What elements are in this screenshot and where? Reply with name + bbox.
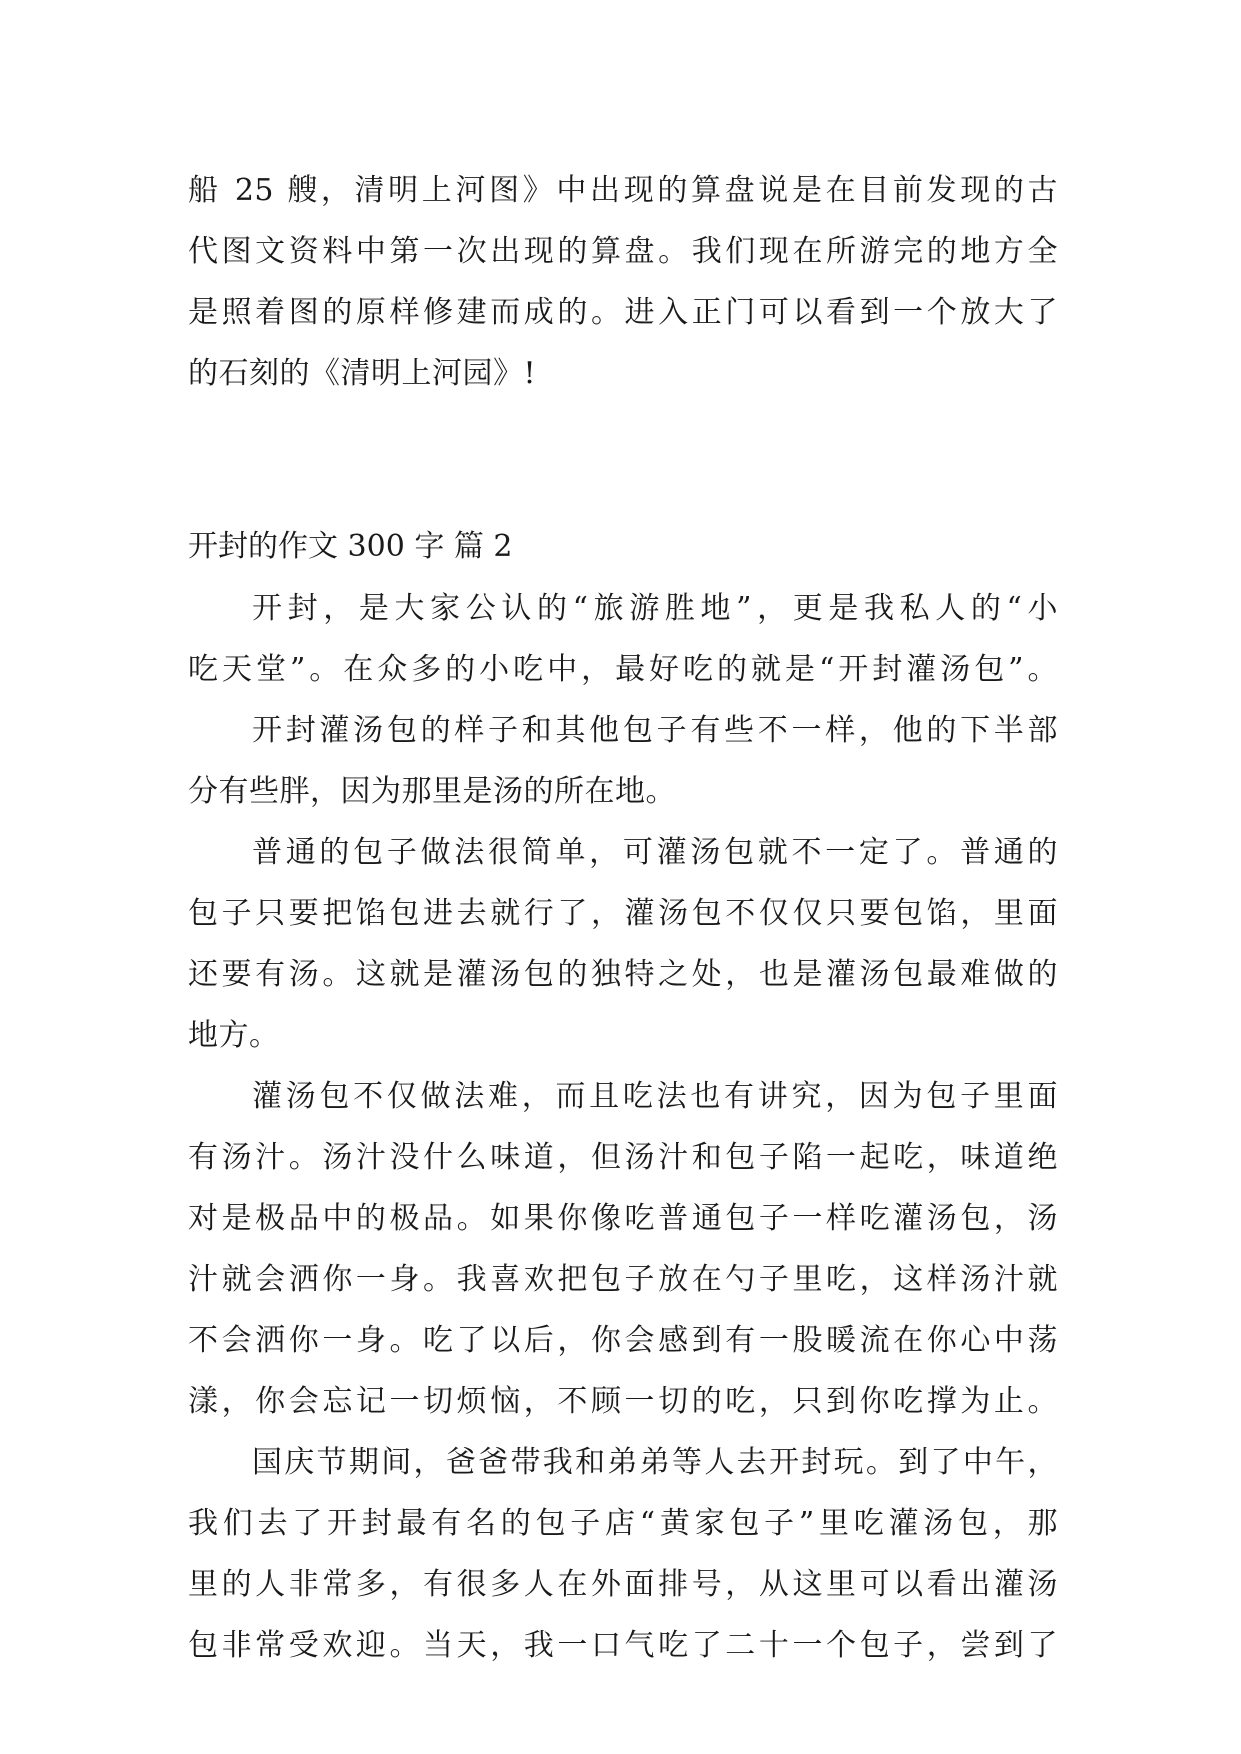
section-heading: 开封的作文 300 字 篇 2 [188, 529, 513, 564]
paragraph-3 [188, 822, 1058, 1066]
text-line: 有汤汁。汤汁没什么味道，但汤汁和包子陷一起吃，味道绝 [188, 1140, 1058, 1175]
text-line: 代图文资料中第一次出现的算盘。我们现在所游完的地方全 [188, 234, 1058, 269]
text-line: 我们去了开封最有名的包子店“黄家包子”里吃灌汤包，那 [188, 1506, 1058, 1541]
continued-paragraph [188, 160, 1058, 404]
text-line: 开封，是大家公认的“旅游胜地”，更是我私人的“小 [252, 591, 1058, 626]
text-line: 对是极品中的极品。如果你像吃普通包子一样吃灌汤包，汤 [188, 1201, 1058, 1236]
text-line: 漾，你会忘记一切烦恼，不顾一切的吃，只到你吃撑为止。 [188, 1384, 1058, 1419]
text-line: 普通的包子做法很简单，可灌汤包就不一定了。普通的 [252, 835, 1058, 870]
text-line: 不会洒你一身。吃了以后，你会感到有一股暖流在你心中荡 [188, 1323, 1058, 1358]
text-line: 地方。 [188, 1018, 280, 1053]
text-line: 汁就会洒你一身。我喜欢把包子放在勺子里吃，这样汤汁就 [188, 1262, 1058, 1297]
paragraph-2 [188, 700, 1058, 822]
paragraph-1 [188, 578, 1058, 700]
paragraph-4 [188, 1066, 1058, 1432]
text-line: 的石刻的《清明上河园》! [188, 356, 537, 391]
text-line: 吃天堂”。在众多的小吃中，最好吃的就是“开封灌汤包”。 [188, 652, 1058, 687]
text-line: 里的人非常多，有很多人在外面排号，从这里可以看出灌汤 [188, 1567, 1058, 1602]
text-line: 是照着图的原样修建而成的。进入正门可以看到一个放大了 [188, 295, 1058, 330]
text-line: 灌汤包不仅做法难，而且吃法也有讲究，因为包子里面 [252, 1079, 1058, 1114]
paragraph-5 [188, 1432, 1058, 1676]
text-line: 包非常受欢迎。当天，我一口气吃了二十一个包子，尝到了 [188, 1628, 1058, 1663]
text-line: 开封灌汤包的样子和其他包子有些不一样，他的下半部 [252, 713, 1058, 748]
text-line: 还要有汤。这就是灌汤包的独特之处，也是灌汤包最难做的 [188, 957, 1058, 992]
text-line: 国庆节期间，爸爸带我和弟弟等人去开封玩。到了中午， [252, 1445, 1058, 1480]
text-line: 船 25 艘，清明上河图》中出现的算盘说是在目前发现的古 [188, 173, 1058, 208]
text-line: 分有些胖，因为那里是汤的所在地。 [188, 774, 676, 809]
text-line: 包子只要把馅包进去就行了，灌汤包不仅仅只要包馅，里面 [188, 896, 1058, 931]
document-page [188, 160, 1058, 1676]
